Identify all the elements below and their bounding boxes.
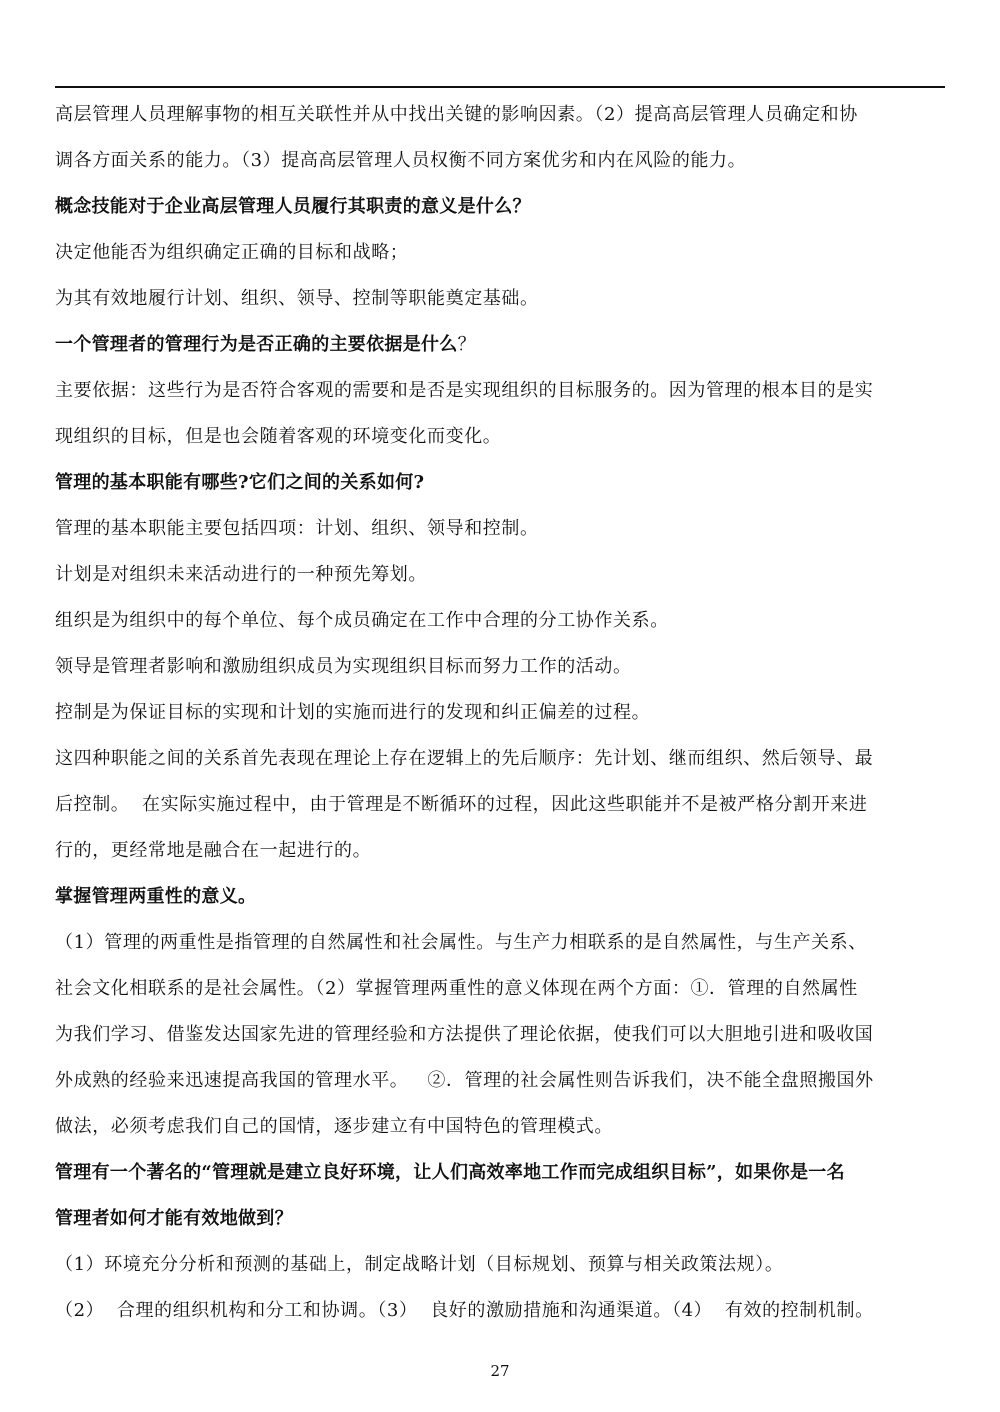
header-rule: [55, 86, 945, 88]
text-line: 计划是对组织未来活动进行的一种预先筹划。: [55, 564, 427, 585]
question-heading: 概念技能对于企业高层管理人员履行其职责的意义是什么？: [55, 196, 531, 217]
text-line: （2） 合理的组织机构和分工和协调。（3） 良好的激励措施和沟通渠道。（4） 有效的控制机制。: [55, 1300, 874, 1321]
text-line: 组织是为组织中的每个单位、每个成员确定在工作中合理的分工协作关系。: [55, 610, 669, 631]
text-line: 高层管理人员理解事物的相互关联性并从中找出关键的影响因素。（2）提高高层管理人员确定和协: [55, 104, 858, 125]
text-line: 做法，必须考虑我们自己的国情，逐步建立有中国特色的管理模式。: [55, 1116, 613, 1137]
text-line: 调各方面关系的能力。（3）提高高层管理人员权衡不同方案优劣和内在风险的能力。: [55, 150, 747, 171]
text-line: （1）管理的两重性是指管理的自然属性和社会属性。与生产力相联系的是自然属性，与生产关系、: [55, 932, 867, 953]
question-heading: 掌握管理两重性的意义。: [55, 886, 257, 907]
text-line: 这四种职能之间的关系首先表现在理论上存在逻辑上的先后顺序：先计划、继而组织、然后领导、最: [55, 748, 874, 769]
text-line: 社会文化相联系的是社会属性。（2）掌握管理两重性的意义体现在两个方面：①．管理的自然属性: [55, 978, 858, 999]
text-line: 领导是管理者影响和激励组织成员为实现组织目标而努力工作的活动。: [55, 656, 632, 677]
text-line: 管理的基本职能主要包括四项：计划、组织、领导和控制。: [55, 518, 539, 539]
text-line: 控制是为保证目标的实现和计划的实施而进行的发现和纠正偏差的过程。: [55, 702, 651, 723]
question-heading-text: 一个管理者的管理行为是否正确的主要依据是什么: [55, 334, 458, 355]
text-line: 决定他能否为组织确定正确的目标和战略；: [55, 242, 409, 263]
question-mark: ？: [457, 334, 476, 355]
text-line: 为我们学习、借鉴发达国家先进的管理经验和方法提供了理论依据，使我们可以大胆地引进和吸收国: [55, 1024, 874, 1045]
text-line: 外成熟的经验来迅速提高我国的管理水平。 ②．管理的社会属性则告诉我们，决不能全盘照搬国外: [55, 1070, 874, 1091]
text-line: 行的，更经常地是融合在一起进行的。: [55, 840, 372, 861]
question-heading: [55, 322, 945, 368]
question-heading: 管理的基本职能有哪些?它们之间的关系如何?: [55, 472, 425, 493]
page-number: 27: [490, 1362, 510, 1380]
text-line: 现组织的目标，但是也会随着客观的环境变化而变化。: [55, 426, 502, 447]
text-line: 主要依据：这些行为是否符合客观的需要和是否是实现组织的目标服务的。因为管理的根本目的是实: [55, 380, 874, 401]
question-heading: 管理有一个著名的“管理就是建立良好环境，让人们高效率地工作而完成组织目标”，如果你是一名: [55, 1162, 845, 1183]
text-line: 后控制。 在实际实施过程中，由于管理是不断循环的过程，因此这些职能并不是被严格分割开来进: [55, 794, 868, 815]
question-heading: 管理者如何才能有效地做到？: [55, 1208, 293, 1229]
text-line: （1）环境充分分析和预测的基础上，制定战略计划（目标规划、预算与相关政策法规）。: [55, 1254, 784, 1275]
text-line: 为其有效地履行计划、组织、领导、控制等职能奠定基础。: [55, 288, 539, 309]
document-body: [55, 92, 945, 1334]
